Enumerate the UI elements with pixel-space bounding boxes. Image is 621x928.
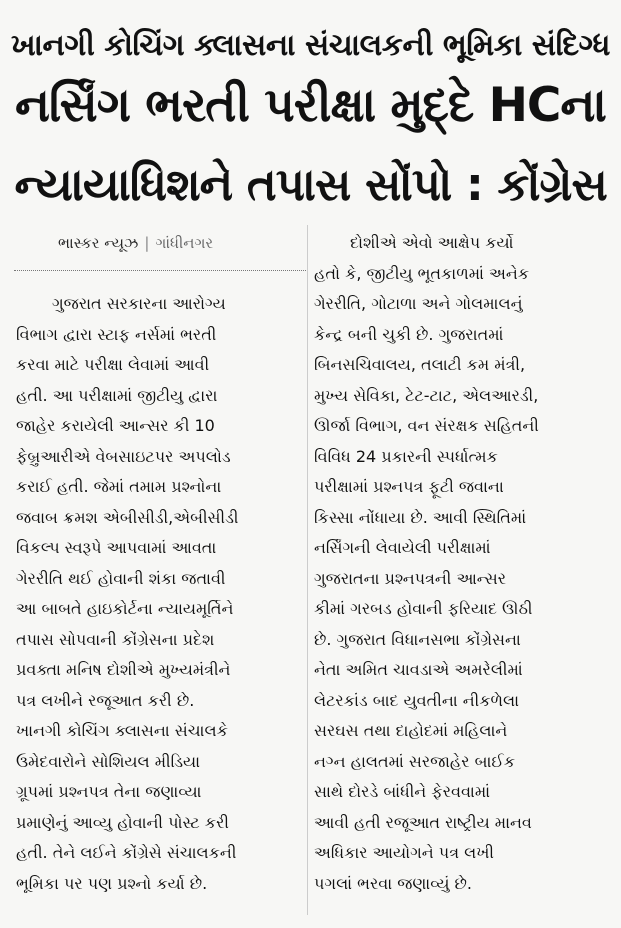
article-line: વિભાગ દ્વારા સ્ટાફ નર્સમાં ભરતી bbox=[16, 324, 217, 344]
article-line: જવાબ ક્રમશ એબીસીડી,એબીસીડી bbox=[16, 507, 239, 527]
article-line: હતો કે, જીટીયુ ભૂતકાળમાં અનેક bbox=[314, 263, 530, 283]
article-line: નર્સિંગની લેવાયેલી પરીક્ષામાં bbox=[314, 538, 491, 557]
article-line: હતી. આ પરીક્ષામાં જીટીયુ દ્વારા bbox=[16, 385, 218, 405]
byline-separator: | bbox=[144, 234, 150, 252]
article-line: પત્ર લખીને રજૂઆત કરી છે. bbox=[16, 690, 195, 710]
article-line: ગુજરાત સરકારના આરોગ્ય bbox=[52, 294, 226, 313]
article-line: કિસ્સા નોંધાયા છે. આવી સ્થિતિમાં bbox=[314, 507, 527, 527]
article-line: વિકલ્પ સ્વરૂપે આપવામાં આવતા bbox=[16, 538, 217, 557]
article-column-left bbox=[16, 289, 306, 899]
article-line: ગેરરીતિ, ગોટાળા અને ગોલમાલનું bbox=[314, 294, 523, 313]
article-line: ગુજરાતના પ્રશ્નપત્રની આન્સર bbox=[314, 568, 507, 588]
column-divider bbox=[307, 225, 308, 915]
article-line: સાથે દોરડે બાંધીને ફેરવવામાં bbox=[314, 782, 491, 801]
article-line: અધિકાર આયોગને પત્ર લખી bbox=[314, 843, 494, 862]
article-line: કીમાં ગરબડ હોવાની ફરિયાદ ઊઠી bbox=[314, 599, 533, 618]
article-line: છે. ગુજરાત વિધાનસભા કોંગ્રેસના bbox=[314, 629, 521, 649]
article-line: સરઘસ તથા દાહોદમાં મહિલાને bbox=[314, 721, 508, 740]
article-line: વિવિધ 24 પ્રકારની સ્પર્ધાત્મક bbox=[314, 446, 498, 466]
article-line: ગેરરીતિ થઈ હોવાની શંકા જતાવી bbox=[16, 568, 226, 588]
article-line: જાહેર કરાયેલી આન્સર કી 10 bbox=[16, 416, 215, 435]
byline-source: ભાસ્કર ન્યૂઝ bbox=[58, 234, 139, 252]
article-line: ભૂમિકા પર પણ પ્રશ્નો કર્યા છે. bbox=[16, 873, 208, 893]
article-line: મુખ્ય સેવિકા, ટેટ-ટાટ, એલઆરડી, bbox=[314, 385, 539, 405]
article-line: ફેબ્રુઆરીએ વેબસાઇટપર અપલોડ bbox=[16, 446, 231, 466]
main-headline-line-1: નર્સિંગ ભરતી પરીક્ષા મુદ્દે HCના bbox=[15, 78, 606, 133]
article-line: તપાસ સોપવાની કોંગ્રેસના પ્રદેશ bbox=[16, 629, 215, 649]
main-headline-line-2: ન્યાયાધિશને તપાસ સોંપો : કોંગ્રેસ bbox=[14, 158, 607, 211]
article-line: નેતા અમિત ચાવડાએ અમરેલીમાં bbox=[314, 660, 523, 679]
byline-place: ગાંધીનગર bbox=[155, 234, 214, 252]
article-line: કરવા માટે પરીક્ષા લેવામાં આવી bbox=[16, 355, 210, 374]
article-line: લેટરકાંડ બાદ યુવતીના નીકળેલા bbox=[314, 690, 520, 710]
byline-divider bbox=[14, 270, 306, 271]
article-line: ઉમેદવારોને સોશિયલ મીડિયા bbox=[16, 751, 200, 771]
byline bbox=[58, 234, 213, 252]
article-line: ઊર્જા વિભાગ, વન સંરક્ષક સહિતની bbox=[314, 416, 539, 435]
article-line: કરાઈ હતી. જેમાં તમામ પ્રશ્નોના bbox=[16, 477, 222, 496]
article-line: પગલાં ભરવા જણાવ્યું છે. bbox=[314, 873, 473, 893]
article-line: પ્રવક્તા મનિષ દોશીએ મુખ્યમંત્રીને bbox=[16, 660, 231, 679]
article-line: કેન્દ્ર બની ચુકી છે. ગુજરાતમાં bbox=[314, 324, 504, 344]
article-line: નગ્ન હાલતમાં સરજાહેર બાઈક bbox=[314, 751, 516, 771]
article-line: આવી હતી રજૂઆત રાષ્ટ્રીય માનવ bbox=[314, 812, 532, 832]
article-column-right bbox=[314, 228, 606, 899]
article-line: બિનસચિવાલય, તલાટી કમ મંત્રી, bbox=[314, 355, 526, 374]
article-line: પરીક્ષામાં પ્રશ્નપત્ર ફૂટી જવાના bbox=[314, 477, 504, 496]
article-line: ખાનગી કોચિંગ ક્લાસના સંચાલકે bbox=[16, 721, 228, 740]
article-line: ગ્રૂપમાં પ્રશ્નપત્ર તેના જણાવ્યા bbox=[16, 782, 202, 801]
article-line: દોશીએ એવો આક્ષેપ કર્યો bbox=[350, 233, 514, 252]
article-line: પ્રમાણેનું આવ્યુ હોવાની પોસ્ટ કરી bbox=[16, 812, 229, 832]
article-line: આ બાબતે હાઇકોર્ટના ન્યાયમૂર્તિને bbox=[16, 599, 234, 618]
kicker-headline: ખાનગી કોચિંગ ક્લાસના સંચાલકની ભૂમિકા સંદિગ્ધ bbox=[11, 28, 611, 63]
article-line: હતી. તેને લઈને કોંગ્રેસે સંચાલકની bbox=[16, 843, 237, 862]
